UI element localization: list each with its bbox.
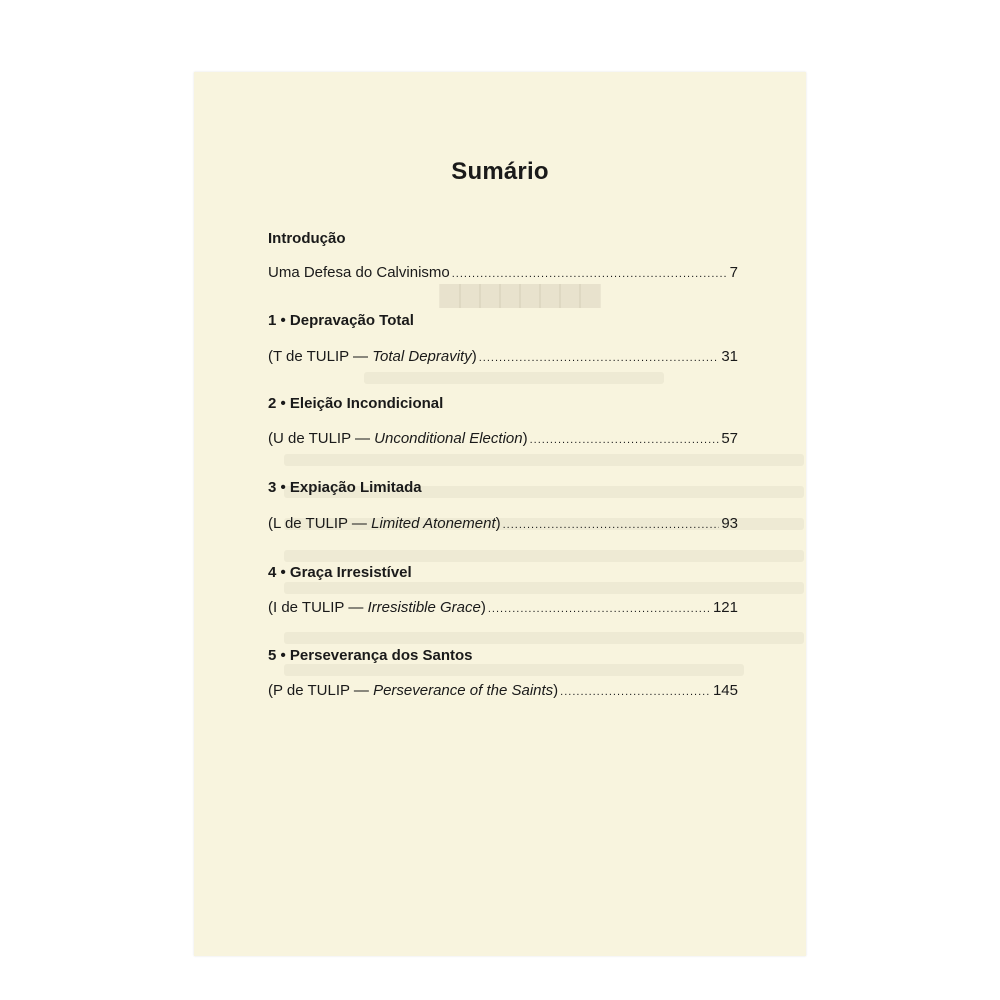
toc-section-heading: 5 • Perseverança dos Santos <box>268 647 473 664</box>
toc-page-number: 31 <box>721 348 738 365</box>
bleed-through-line <box>364 372 664 384</box>
toc-section-heading: 4 • Graça Irresistível <box>268 564 412 581</box>
toc-entry-label: (L de TULIP — Limited Atonement) <box>268 515 501 532</box>
toc-section-heading: 3 • Expiação Limitada <box>268 479 422 496</box>
bleed-through-heading: ▆▆▆▆▆▆▆▆ <box>440 278 600 307</box>
toc-section-heading: 1 • Depravação Total <box>268 312 414 329</box>
toc-entry[interactable] <box>268 682 738 699</box>
dot-leader <box>452 268 728 280</box>
bleed-through-line <box>284 550 804 562</box>
toc-entry[interactable] <box>268 430 738 447</box>
dot-leader <box>488 603 711 615</box>
toc-entry-label: (T de TULIP — Total Depravity) <box>268 348 477 365</box>
toc-entry-label: (U de TULIP — Unconditional Election) <box>268 430 528 447</box>
toc-page-number: 7 <box>729 264 738 281</box>
dot-leader <box>503 519 720 531</box>
bleed-through-line <box>284 582 804 594</box>
toc-entry[interactable] <box>268 264 738 281</box>
dot-leader <box>560 686 711 698</box>
toc-page-number: 121 <box>712 599 738 616</box>
bleed-through-line <box>284 632 804 644</box>
toc-section-heading: Introdução <box>268 230 346 247</box>
dot-leader <box>530 434 720 446</box>
toc-entry[interactable] <box>268 348 738 365</box>
toc-page-number: 145 <box>712 682 738 699</box>
toc-entry[interactable] <box>268 515 738 532</box>
bleed-through-line <box>284 664 744 676</box>
toc-page-number: 93 <box>721 515 738 532</box>
toc-section-heading: 2 • Eleição Incondicional <box>268 395 444 412</box>
toc-entry-label: (P de TULIP — Perseverance of the Saints) <box>268 682 559 699</box>
page-title: Sumário <box>451 158 549 185</box>
book-page <box>194 72 806 956</box>
bleed-through-line <box>284 454 804 466</box>
toc-entry-label: Uma Defesa do Calvinismo <box>268 264 450 281</box>
toc-entry[interactable] <box>268 599 738 616</box>
dot-leader <box>479 352 720 364</box>
toc-page-number: 57 <box>721 430 738 447</box>
toc-entry-label: (I de TULIP — Irresistible Grace) <box>268 599 486 616</box>
